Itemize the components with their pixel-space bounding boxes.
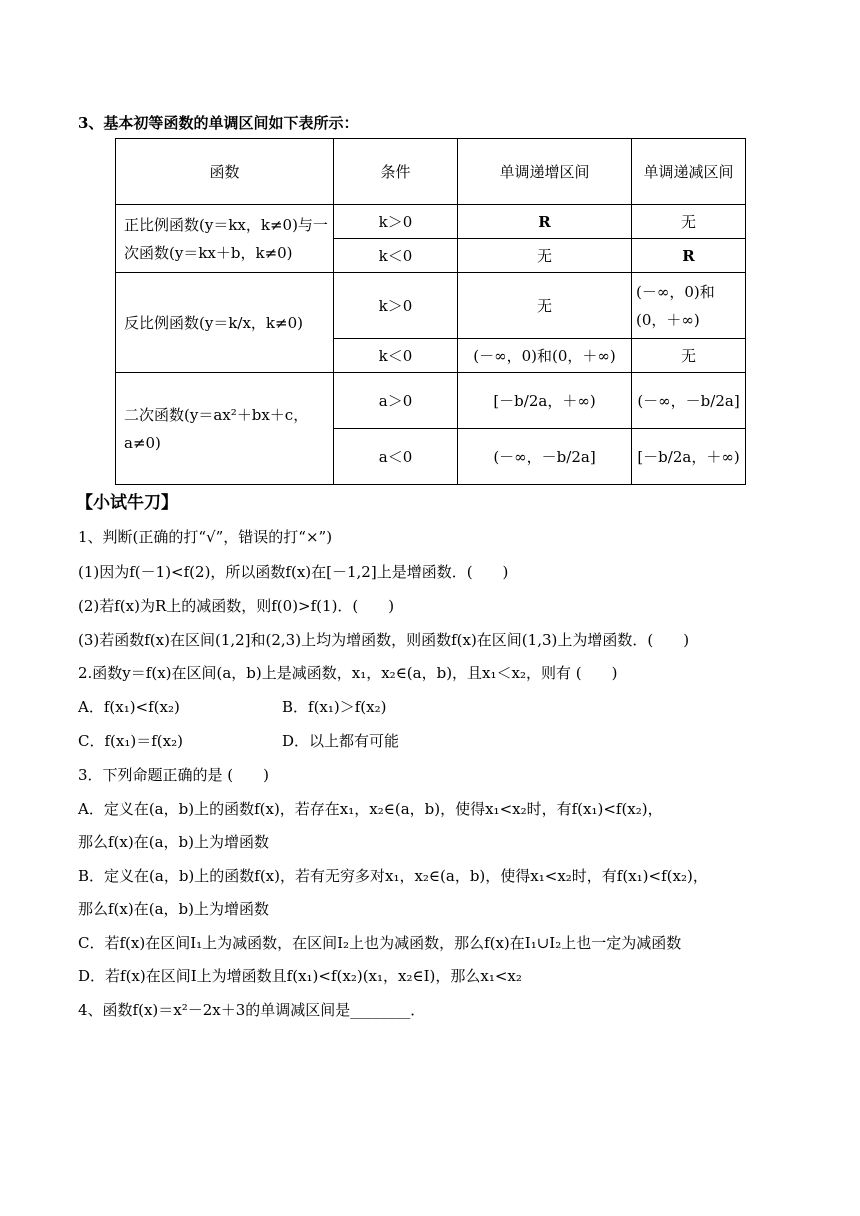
option-a: A．f(x₁)<f(x₂) [78,698,180,716]
decreasing-cell: R [632,239,746,273]
question-1-item-3: (3)若函数f(x)在区间(1,2]和(2,3)上均为增函数，则函数f(x)在区间(1,3)上为增函数．( ) [78,631,690,649]
increasing-cell: 无 [458,273,632,339]
question-2: 2.函数y＝f(x)在区间(a，b)上是减函数，x₁，x₂∈(a，b)，且x₁＜x₂，则有 ( ) [78,664,618,682]
header-increasing: 单调递增区间 [458,139,632,205]
question-3-option-b: B．定义在(a，b)上的函数f(x)，若有无穷多对x₁，x₂∈(a，b)，使得x₁<x₂时，有f(x₁)<f(x₂)， [78,867,708,885]
condition-cell: k＞0 [334,273,458,339]
decreasing-cell: 无 [632,339,746,373]
header-condition: 条件 [334,139,458,205]
question-3-option-c: C．若f(x)在区间I₁上为减函数，在区间I₂上也为减函数，那么f(x)在I₁∪I₂上也一定为减函数 [78,934,682,952]
monotonicity-table [115,138,746,485]
increasing-cell: (－∞，0)和(0，＋∞) [458,339,632,373]
decreasing-cell: 无 [632,205,746,239]
question-1: 1、判断(正确的打“√”，错误的打“×”) [78,528,333,546]
option-c: C．f(x₁)＝f(x₂) [78,732,183,750]
table-row [116,373,746,429]
decreasing-cell: (－∞，－b/2a] [632,373,746,429]
question-1-item-2: (2)若f(x)为R上的减函数，则f(0)>f(1)．( ) [78,597,395,615]
table-row [116,205,746,239]
header-decreasing: 单调递减区间 [632,139,746,205]
condition-cell: a＞0 [334,373,458,429]
option-d: D．以上都有可能 [282,732,400,750]
section-heading: 3、基本初等函数的单调区间如下表所示： [78,114,359,132]
function-cell: 反比例函数(y＝k/x，k≠0) [116,273,334,373]
condition-cell: k＜0 [334,239,458,273]
option-b: B．f(x₁)＞f(x₂) [282,698,387,716]
header-function: 函数 [116,139,334,205]
decreasing-cell: (－∞，0)和(0，＋∞) [632,273,746,339]
question-3-option-a: A．定义在(a，b)上的函数f(x)，若存在x₁，x₂∈(a，b)，使得x₁<x₂时，有f(x₁)<f(x₂)， [78,800,663,818]
condition-cell: k＜0 [334,339,458,373]
section-title: 【小试牛刀】 [76,493,178,513]
function-cell: 二次函数(y＝ax²＋bx＋c，a≠0) [116,373,334,485]
decreasing-cell: [－b/2a，＋∞) [632,429,746,485]
increasing-cell: (－∞，－b/2a] [458,429,632,485]
question-3-option-d: D．若f(x)在区间I上为增函数且f(x₁)<f(x₂)(x₁，x₂∈I)，那么x₁<x₂ [78,967,522,985]
increasing-cell: 无 [458,239,632,273]
increasing-cell: [－b/2a，＋∞) [458,373,632,429]
condition-cell: a＜0 [334,429,458,485]
condition-cell: k＞0 [334,205,458,239]
table-header-row [116,139,746,205]
question-4: 4、函数f(x)＝x²－2x＋3的单调减区间是________． [78,1001,426,1019]
question-3: 3．下列命题正确的是 ( ) [78,766,270,784]
question-1-item-1: (1)因为f(－1)<f(2)，所以函数f(x)在[－1,2]上是增函数．( ) [78,563,509,581]
question-3-option-a-cont: 那么f(x)在(a，b)上为增函数 [78,833,269,851]
question-3-option-b-cont: 那么f(x)在(a，b)上为增函数 [78,900,269,918]
increasing-cell: R [458,205,632,239]
function-cell: 正比例函数(y＝kx，k≠0)与一次函数(y＝kx＋b，k≠0) [116,205,334,273]
table-row [116,273,746,339]
